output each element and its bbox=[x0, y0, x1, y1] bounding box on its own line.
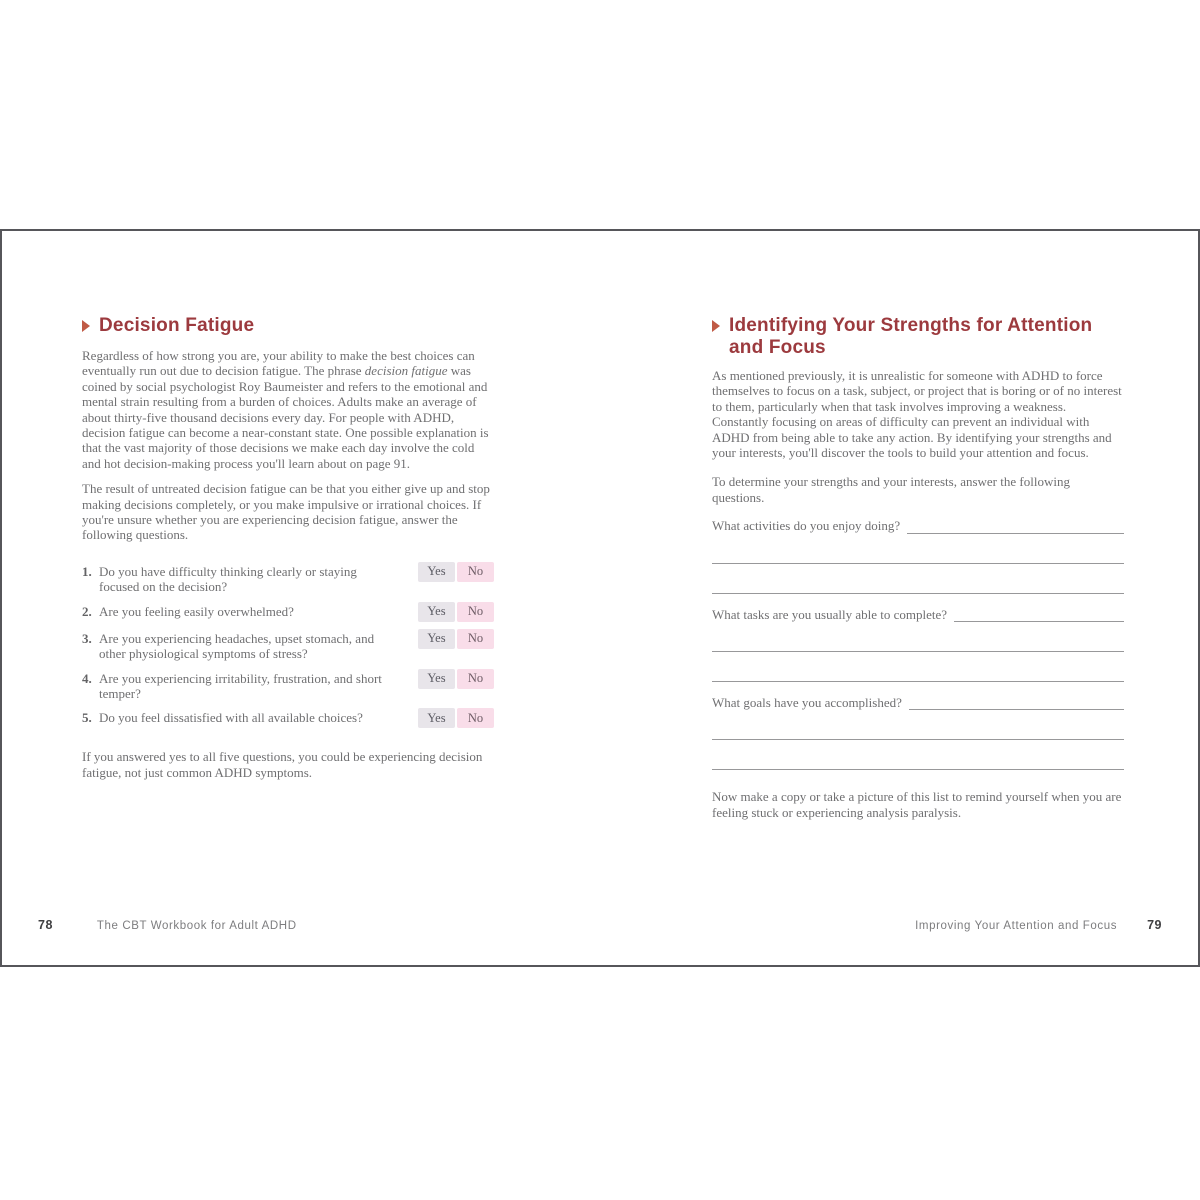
right-page-footer bbox=[915, 918, 1162, 932]
answer-line[interactable] bbox=[712, 710, 1124, 740]
book-title: The CBT Workbook for Adult ADHD bbox=[96, 920, 297, 932]
closing-paragraph: Now make a copy or take a picture of this list to remind yourself when you are feeling stuck or experiencing analysis paralysis. bbox=[712, 789, 1122, 820]
italic-phrase: decision fatigue bbox=[364, 363, 448, 379]
question-row bbox=[82, 671, 494, 702]
questionnaire bbox=[82, 564, 494, 728]
no-button[interactable]: No bbox=[457, 562, 494, 582]
paragraph-text: was coined by social psychologist Roy Baumeister and refers to the emotional and mental strain resulting from a burden of choices. Adults make an average of about thirty-five thousand decisions every day. For people with ADHD, decision fatigue can become a near-constant state. One possible explanation is that the vast majority of those decisions we make each day involve the cold and hot decision-making process you'll learn about on page 91. bbox=[82, 363, 489, 471]
question-text: Are you experiencing headaches, upset stomach, and other physiological symptoms of stress? bbox=[99, 630, 375, 662]
question-row bbox=[82, 604, 494, 622]
question-number: 3. bbox=[82, 630, 92, 646]
answer-line[interactable] bbox=[712, 652, 1124, 682]
answer-line[interactable] bbox=[712, 740, 1124, 770]
section-title: Identifying Your Strengths for Attention and Focus bbox=[729, 315, 1093, 358]
question-number: 4. bbox=[82, 670, 92, 686]
section-heading-decision-fatigue bbox=[82, 315, 494, 337]
no-button[interactable]: No bbox=[457, 629, 494, 649]
yes-button[interactable]: Yes bbox=[418, 708, 455, 728]
paragraph: As mentioned previously, it is unrealistic for someone with ADHD to force themselves to focus on a task, subject, or project that is boring or of no interest to them, particularly when that task involves improving a weakness. Constantly focusing on areas of difficulty can prevent an individual with ADHD from being able to take any action. By identifying your strengths and your interests, you'll discover the tools to build your attention and focus. bbox=[712, 368, 1122, 461]
triangle-bullet-icon bbox=[712, 320, 720, 332]
field-label-row bbox=[712, 607, 1124, 622]
left-page-footer bbox=[38, 918, 297, 932]
right-page bbox=[712, 315, 1124, 820]
field-label: What goals have you accomplished? bbox=[712, 695, 902, 711]
question-number: 1. bbox=[82, 563, 92, 579]
answer-line[interactable] bbox=[712, 564, 1124, 594]
form-field bbox=[712, 607, 1124, 682]
paragraph: To determine your strengths and your interests, answer the following questions. bbox=[712, 474, 1070, 505]
question-text: Do you have difficulty thinking clearly or staying focused on the decision? bbox=[99, 563, 357, 595]
answer-line[interactable] bbox=[954, 607, 1124, 622]
question-number: 5. bbox=[82, 710, 92, 726]
yes-button[interactable]: Yes bbox=[418, 629, 455, 649]
question-row bbox=[82, 710, 494, 728]
question-row bbox=[82, 631, 494, 662]
no-button[interactable]: No bbox=[457, 602, 494, 622]
question-row bbox=[82, 564, 494, 595]
form-field bbox=[712, 695, 1124, 770]
answer-buttons bbox=[418, 629, 494, 649]
page-spread bbox=[0, 229, 1200, 967]
answer-line[interactable] bbox=[712, 534, 1124, 564]
field-label: What activities do you enjoy doing? bbox=[712, 518, 901, 534]
left-page bbox=[82, 315, 494, 780]
paragraph: The result of untreated decision fatigue can be that you either give up and stop making decisions completely, or you make impulsive or irrational choices. If you're unsure whether you are experiencing decision fatigue, answer the following questions. bbox=[82, 481, 490, 543]
question-number: 2. bbox=[82, 603, 92, 619]
section-title: Decision Fatigue bbox=[99, 315, 255, 336]
question-text: Are you feeling easily overwhelmed? bbox=[99, 603, 294, 619]
no-button[interactable]: No bbox=[457, 669, 494, 689]
page-number: 78 bbox=[38, 918, 53, 932]
answer-buttons bbox=[418, 708, 494, 728]
answer-buttons bbox=[418, 669, 494, 689]
page-number: 79 bbox=[1147, 918, 1162, 932]
triangle-bullet-icon bbox=[82, 320, 90, 332]
answer-buttons bbox=[418, 602, 494, 622]
section-heading-identifying-strengths bbox=[712, 315, 1124, 359]
form-field bbox=[712, 518, 1124, 593]
question-text: Are you experiencing irritability, frustration, and short temper? bbox=[99, 670, 382, 701]
closing-paragraph: If you answered yes to all five questions, you could be experiencing decision fatigue, not just common ADHD symptoms. bbox=[82, 749, 483, 780]
question-text: Do you feel dissatisfied with all available choices? bbox=[99, 710, 363, 726]
yes-button[interactable]: Yes bbox=[418, 669, 455, 689]
paragraph bbox=[82, 348, 494, 471]
yes-button[interactable]: Yes bbox=[418, 562, 455, 582]
no-button[interactable]: No bbox=[457, 708, 494, 728]
field-label: What tasks are you usually able to complete? bbox=[712, 606, 948, 622]
yes-button[interactable]: Yes bbox=[418, 602, 455, 622]
answer-line[interactable] bbox=[909, 695, 1124, 710]
paragraph-text: Regardless of how strong you are, your ability to make the best choices can eventually run out due to decision fatigue. The phrase bbox=[82, 348, 475, 379]
chapter-title: Improving Your Attention and Focus bbox=[915, 920, 1118, 932]
answer-line[interactable] bbox=[712, 622, 1124, 652]
field-label-row bbox=[712, 518, 1124, 533]
field-label-row bbox=[712, 695, 1124, 710]
answer-line[interactable] bbox=[907, 519, 1124, 534]
answer-buttons bbox=[418, 562, 494, 582]
